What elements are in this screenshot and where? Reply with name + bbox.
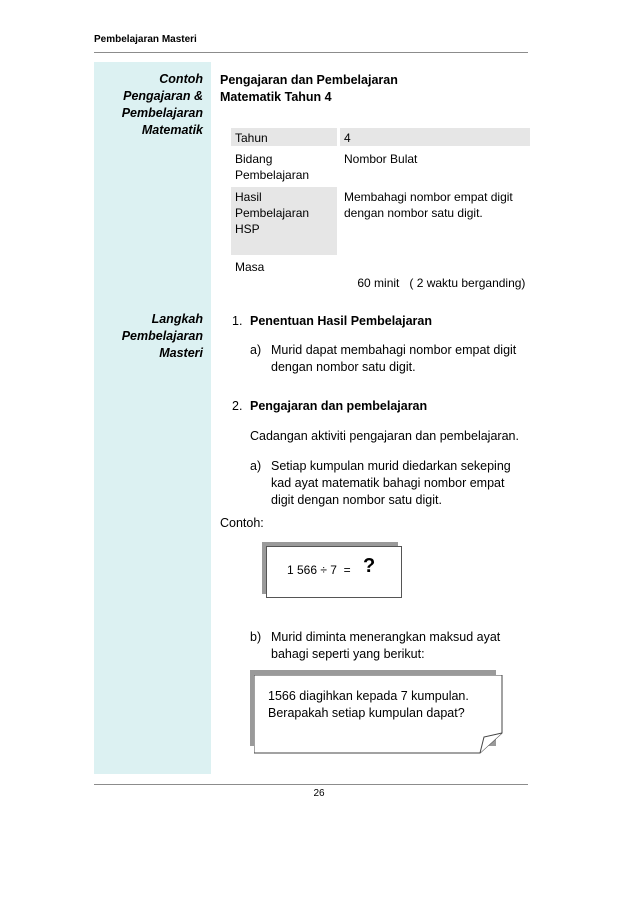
table-value: Membahagi nombor empat digit bbox=[344, 190, 513, 204]
table-value: dengan nombor satu digit. bbox=[344, 206, 483, 220]
text-line: 1566 diagihkan kepada 7 kumpulan. bbox=[268, 689, 469, 703]
sidebar-label-line: Pembelajaran bbox=[121, 329, 203, 343]
table-value: 60 minit ( 2 waktu berganding) bbox=[357, 276, 526, 290]
step-heading: Penentuan Hasil Pembelajaran bbox=[250, 314, 433, 328]
table-key-cell bbox=[231, 128, 337, 146]
sidebar-label-line: Pembelajaran bbox=[121, 106, 203, 120]
list-marker: a) bbox=[250, 343, 262, 357]
list-item-text bbox=[271, 629, 500, 663]
sidebar-label-line: Matematik bbox=[141, 123, 203, 137]
table-key: HSP bbox=[235, 222, 260, 236]
table-key-cell bbox=[231, 257, 337, 279]
sidebar-label-langkah bbox=[94, 311, 211, 362]
header-divider bbox=[94, 52, 528, 53]
table-value-cell bbox=[340, 149, 530, 187]
table-value: 4 bbox=[344, 131, 351, 145]
footer-divider bbox=[94, 784, 528, 785]
step-number: 1. bbox=[232, 314, 243, 328]
list-marker: b) bbox=[250, 630, 262, 644]
sidebar-label-line: Masteri bbox=[159, 346, 203, 360]
text-line: bahagi seperti yang berikut: bbox=[271, 647, 425, 661]
text-line: Murid dapat membahagi nombor empat digit bbox=[271, 343, 517, 357]
running-header: Pembelajaran Masteri bbox=[94, 34, 197, 45]
lesson-title-line: Matematik Tahun 4 bbox=[220, 90, 332, 104]
text-line: Murid diminta menerangkan maksud ayat bbox=[271, 630, 501, 644]
list-item-text bbox=[271, 458, 511, 509]
table-value-cell bbox=[340, 187, 532, 255]
table-value-cell bbox=[340, 257, 532, 290]
text-line: dengan nombor satu digit. bbox=[271, 360, 416, 374]
sidebar-label-contoh bbox=[94, 71, 211, 139]
sidebar-label-line: Langkah bbox=[151, 312, 203, 326]
text-line: Berapakah setiap kumpulan dapat? bbox=[268, 706, 465, 720]
table-key-cell bbox=[231, 149, 337, 187]
sidebar-label-line: Pengajaran & bbox=[123, 89, 203, 103]
note-text bbox=[268, 688, 469, 722]
table-key-cell bbox=[231, 187, 337, 255]
example-label: Contoh: bbox=[220, 516, 264, 530]
step-heading: Pengajaran dan pembelajaran bbox=[250, 399, 428, 413]
text-line: digit dengan nombor satu digit. bbox=[271, 493, 442, 507]
table-key: Tahun bbox=[235, 131, 268, 145]
text-line: Setiap kumpulan murid diedarkan sekeping bbox=[271, 459, 511, 473]
table-key: Pembelajaran bbox=[235, 206, 310, 220]
text-line: kad ayat matematik bahagi nombor empat bbox=[271, 476, 505, 490]
equation-text: 1 566 ÷ 7 = bbox=[287, 563, 351, 577]
step-intro: Cadangan aktiviti pengajaran dan pembelajaran. bbox=[250, 429, 519, 443]
question-mark: ? bbox=[363, 555, 376, 577]
table-key: Masa bbox=[235, 260, 265, 274]
page-number: 26 bbox=[313, 788, 325, 799]
lesson-title bbox=[220, 72, 398, 106]
equation-card bbox=[266, 546, 402, 598]
list-marker: a) bbox=[250, 459, 262, 473]
table-value: Nombor Bulat bbox=[344, 152, 418, 166]
step-number: 2. bbox=[232, 399, 243, 413]
lesson-title-line: Pengajaran dan Pembelajaran bbox=[220, 73, 398, 87]
table-key: Bidang bbox=[235, 152, 273, 166]
sidebar-panel bbox=[94, 62, 211, 774]
table-key: Pembelajaran bbox=[235, 168, 310, 182]
list-item-text bbox=[271, 342, 516, 376]
table-key: Hasil bbox=[235, 190, 262, 204]
table-value-cell bbox=[340, 128, 530, 146]
sidebar-label-line: Contoh bbox=[159, 72, 203, 86]
